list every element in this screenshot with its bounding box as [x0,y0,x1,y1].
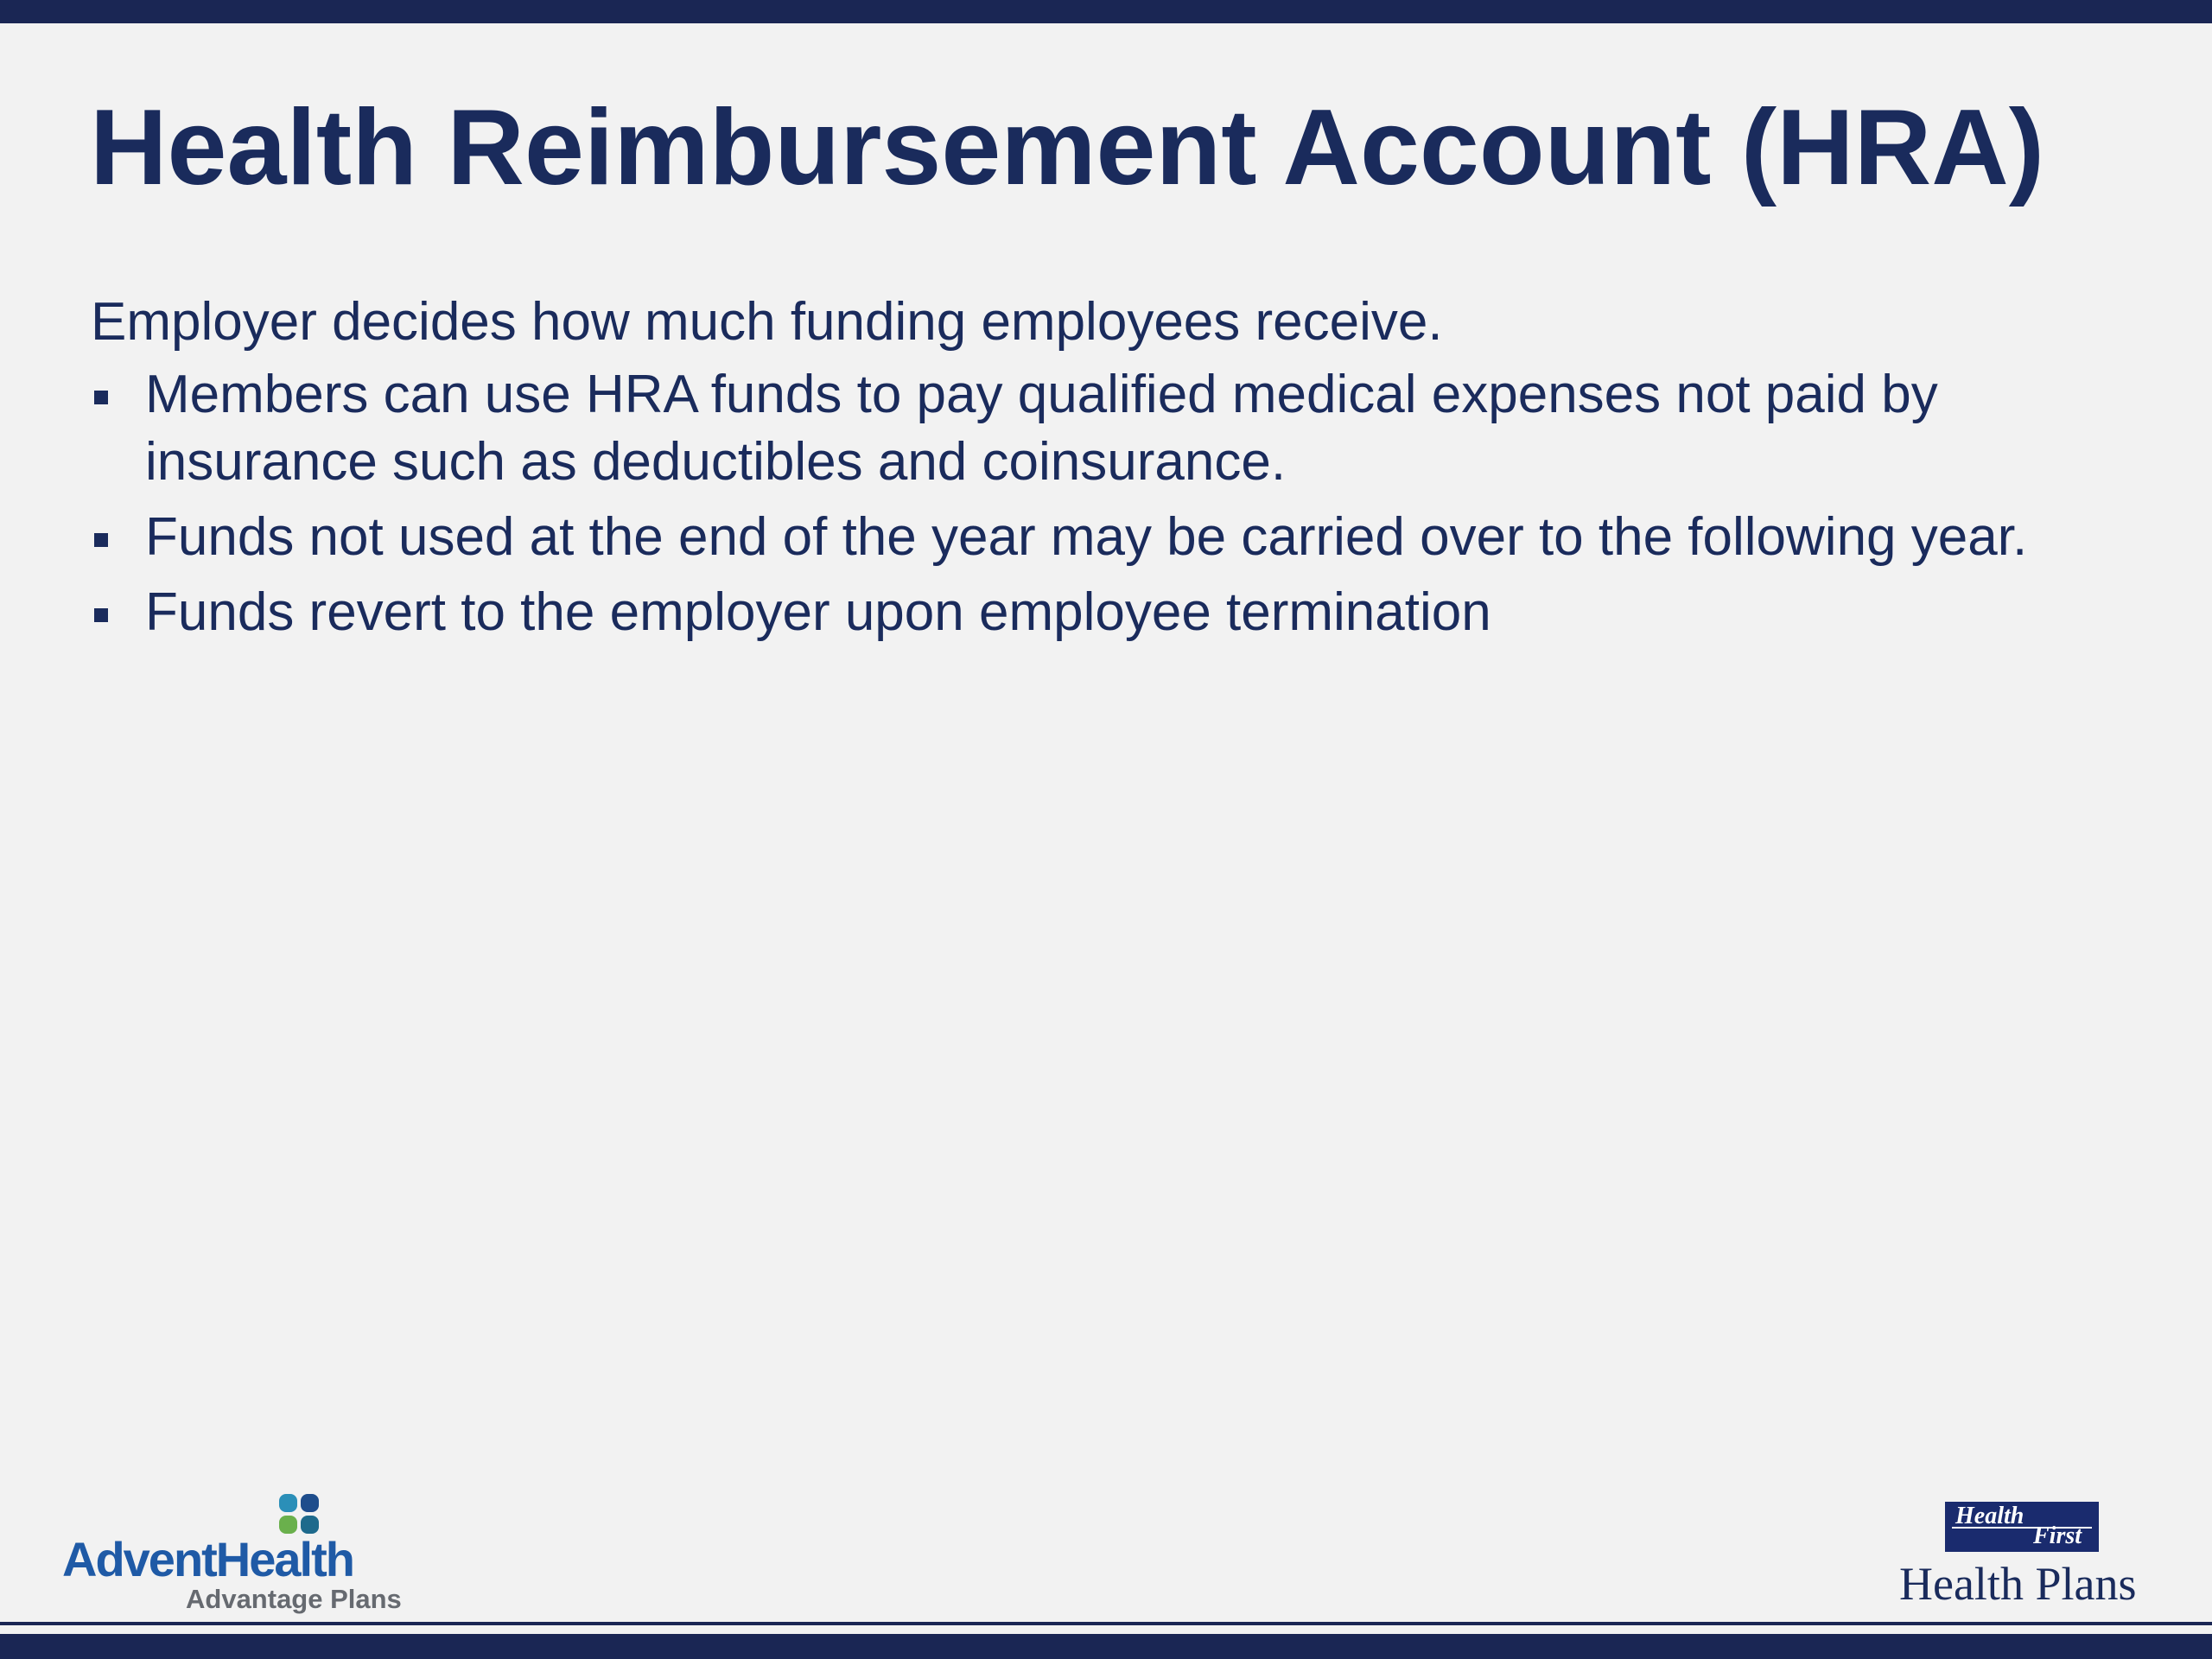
bottom-accent-bar [0,1634,2212,1659]
badge-word-first: First [2033,1522,2082,1549]
advent-logo-tagline: Advantage Plans [186,1584,402,1614]
health-plans-text: Health Plans [1899,1558,2137,1610]
advent-logo-name: AdventHealth [62,1532,353,1586]
bullet-text: Funds revert to the employer upon employee termination [145,582,1491,642]
health-first-logo [1897,1502,2157,1614]
health-first-badge [1945,1502,2099,1552]
intro-text: Employer decides how much funding employees receive. [91,292,1443,352]
bullet-item [91,361,2147,496]
bottom-thin-rule [0,1622,2212,1625]
bullet-item [91,579,2147,646]
slide-title: Health Reimbursement Account (HRA) [90,88,2045,207]
adventhealth-logo [62,1491,402,1616]
bullet-text: Members can use HRA funds to pay qualified medical expenses not paid by insurance such as deductibles and coinsurance. [145,365,1938,492]
square-bullet-icon [94,533,108,547]
four-petal-logo-icon [277,1492,321,1535]
bullet-text: Funds not used at the end of the year may be carried over to the following year. [145,507,2028,567]
bullet-item [91,504,2147,571]
square-bullet-icon [94,608,108,622]
bullet-list [91,361,2147,654]
badge-word-health: Health [1955,1503,2024,1529]
square-bullet-icon [94,391,108,404]
top-accent-bar [0,0,2212,23]
